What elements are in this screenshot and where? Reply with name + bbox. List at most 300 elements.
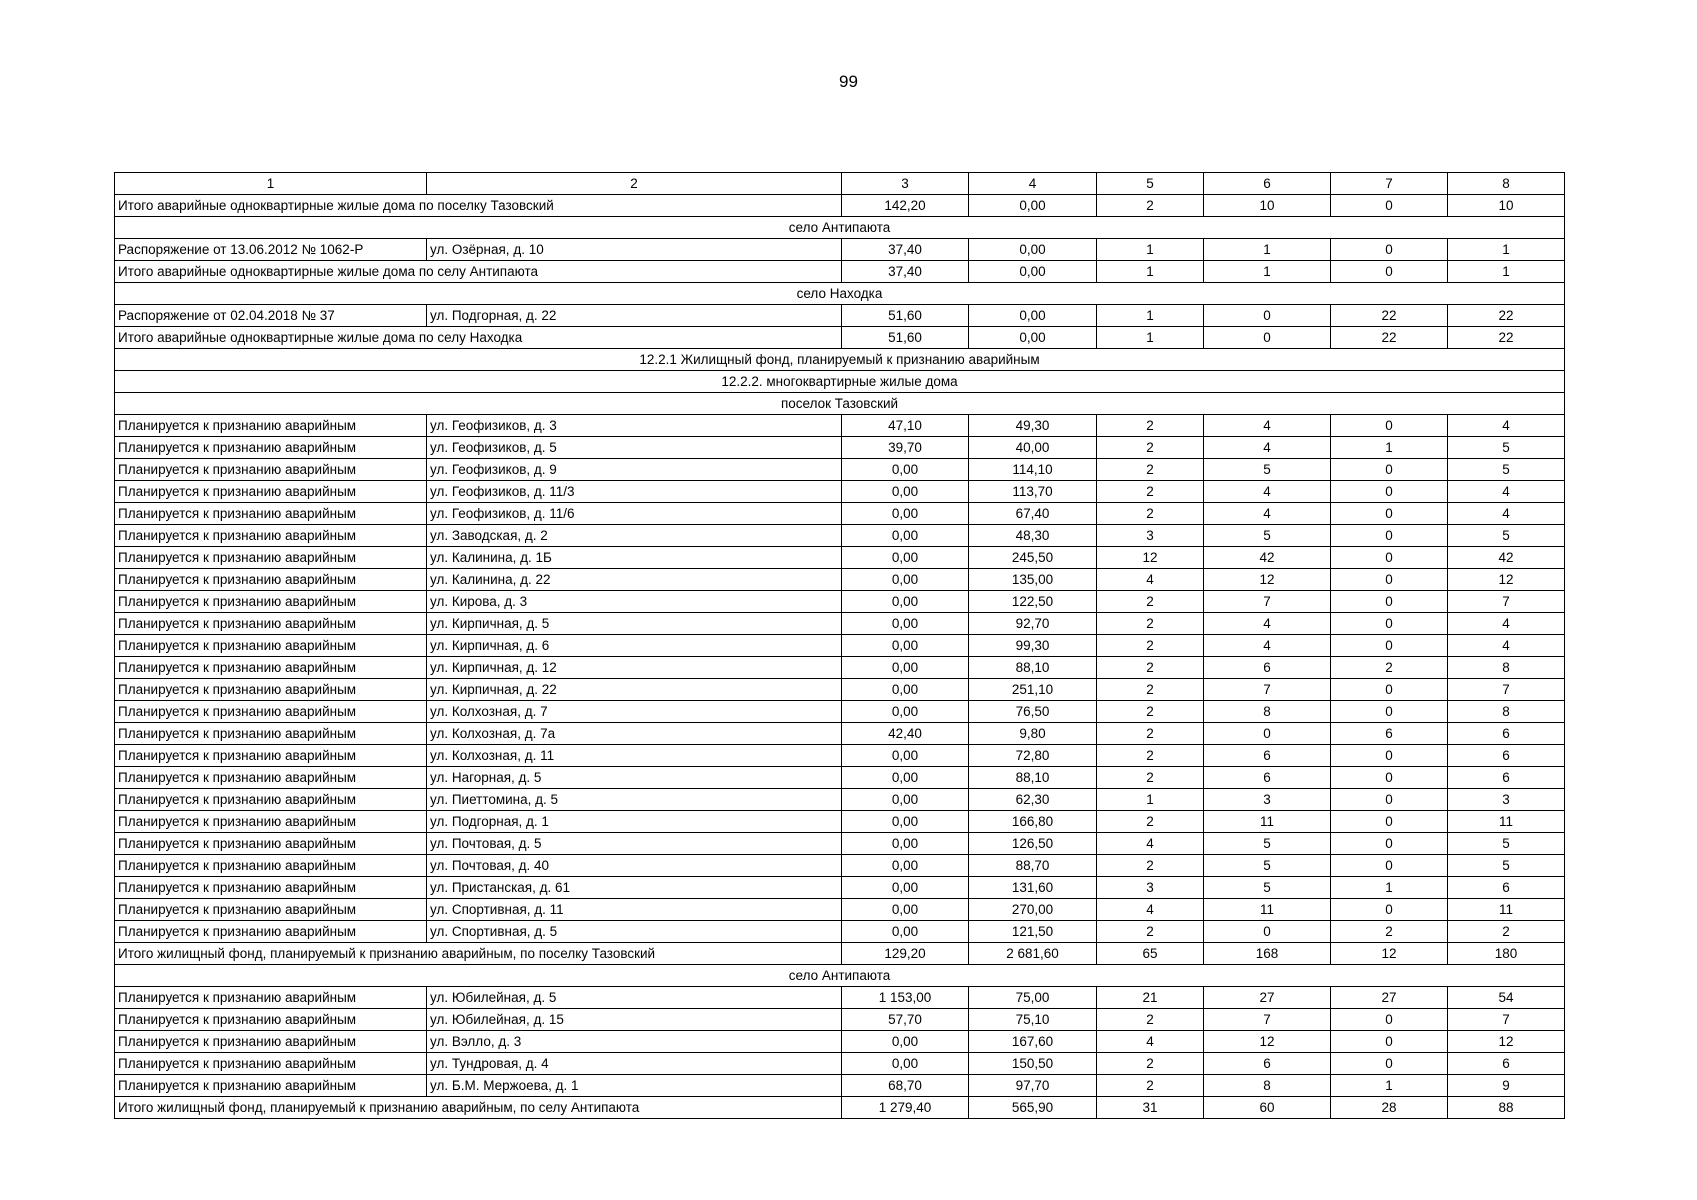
address-cell: ул. Геофизиков, д. 11/3	[427, 481, 842, 503]
value-cell: 68,70	[842, 1075, 969, 1097]
basis-cell: Планируется к признанию аварийным	[115, 569, 427, 591]
value-cell: 4	[1448, 415, 1565, 437]
address-cell: ул. Пристанская, д. 61	[427, 877, 842, 899]
value-cell: 0	[1331, 569, 1448, 591]
value-cell: 4	[1448, 503, 1565, 525]
total-row	[115, 943, 1565, 965]
value-cell: 180	[1448, 943, 1565, 965]
value-cell: 113,70	[969, 481, 1097, 503]
value-cell: 0	[1331, 1031, 1448, 1053]
value-cell: 0,00	[842, 767, 969, 789]
value-cell: 0,00	[842, 877, 969, 899]
basis-cell: Планируется к признанию аварийным	[115, 701, 427, 723]
value-cell: 75,00	[969, 987, 1097, 1009]
value-cell: 0,00	[969, 239, 1097, 261]
value-cell: 0	[1204, 723, 1331, 745]
value-cell: 1 153,00	[842, 987, 969, 1009]
value-cell: 4	[1204, 437, 1331, 459]
total-row	[115, 1097, 1565, 1119]
value-cell: 126,50	[969, 833, 1097, 855]
value-cell: 0	[1331, 613, 1448, 635]
basis-cell: Планируется к признанию аварийным	[115, 1075, 427, 1097]
value-cell: 0	[1204, 327, 1331, 349]
value-cell: 0,00	[842, 503, 969, 525]
value-cell: 0,00	[969, 327, 1097, 349]
basis-cell: Планируется к признанию аварийным	[115, 481, 427, 503]
value-cell: 0,00	[842, 833, 969, 855]
value-cell: 2	[1097, 195, 1204, 217]
section-header: 12.2.1 Жилищный фонд, планируемый к признанию аварийным	[115, 349, 1565, 371]
column-header: 5	[1097, 173, 1204, 195]
value-cell: 0,00	[842, 855, 969, 877]
value-cell: 251,10	[969, 679, 1097, 701]
value-cell: 0	[1331, 195, 1448, 217]
value-cell: 40,00	[969, 437, 1097, 459]
value-cell: 22	[1331, 305, 1448, 327]
value-cell: 0	[1204, 305, 1331, 327]
table-row	[115, 613, 1565, 635]
value-cell: 7	[1448, 679, 1565, 701]
basis-cell: Планируется к признанию аварийным	[115, 547, 427, 569]
value-cell: 5	[1448, 459, 1565, 481]
page-number: 99	[839, 72, 858, 91]
value-cell: 135,00	[969, 569, 1097, 591]
table-row	[115, 899, 1565, 921]
basis-cell: Планируется к признанию аварийным	[115, 657, 427, 679]
value-cell: 5	[1448, 833, 1565, 855]
value-cell: 2	[1097, 1009, 1204, 1031]
address-cell: ул. Пиеттомина, д. 5	[427, 789, 842, 811]
basis-cell: Планируется к признанию аварийным	[115, 525, 427, 547]
value-cell: 1	[1204, 261, 1331, 283]
value-cell: 0	[1331, 591, 1448, 613]
value-cell: 565,90	[969, 1097, 1097, 1119]
value-cell: 150,50	[969, 1053, 1097, 1075]
value-cell: 2 681,60	[969, 943, 1097, 965]
value-cell: 11	[1204, 811, 1331, 833]
value-cell: 166,80	[969, 811, 1097, 833]
total-label: Итого аварийные одноквартирные жилые дома по селу Антипаюта	[115, 261, 842, 283]
value-cell: 57,70	[842, 1009, 969, 1031]
table-row	[115, 789, 1565, 811]
basis-cell: Планируется к признанию аварийным	[115, 1009, 427, 1031]
value-cell: 12	[1204, 1031, 1331, 1053]
address-cell: ул. Геофизиков, д. 11/6	[427, 503, 842, 525]
value-cell: 7	[1204, 591, 1331, 613]
value-cell: 8	[1448, 657, 1565, 679]
value-cell: 121,50	[969, 921, 1097, 943]
value-cell: 2	[1097, 437, 1204, 459]
table-row	[115, 547, 1565, 569]
value-cell: 72,80	[969, 745, 1097, 767]
value-cell: 39,70	[842, 437, 969, 459]
table-row	[115, 239, 1565, 261]
value-cell: 7	[1448, 1009, 1565, 1031]
value-cell: 10	[1204, 195, 1331, 217]
basis-cell: Планируется к признанию аварийным	[115, 921, 427, 943]
table-row	[115, 1009, 1565, 1031]
table-row	[115, 503, 1565, 525]
value-cell: 0	[1331, 503, 1448, 525]
address-cell: ул. Геофизиков, д. 5	[427, 437, 842, 459]
address-cell: ул. Колхозная, д. 7а	[427, 723, 842, 745]
total-label: Итого аварийные одноквартирные жилые дома по селу Находка	[115, 327, 842, 349]
value-cell: 0,00	[842, 811, 969, 833]
value-cell: 88,70	[969, 855, 1097, 877]
address-cell: ул. Кирпичная, д. 6	[427, 635, 842, 657]
column-header: 1	[115, 173, 427, 195]
value-cell: 6	[1204, 1053, 1331, 1075]
value-cell: 0,00	[842, 745, 969, 767]
value-cell: 0,00	[842, 525, 969, 547]
basis-cell: Планируется к признанию аварийным	[115, 723, 427, 745]
value-cell: 0	[1331, 833, 1448, 855]
address-cell: ул. Подгорная, д. 1	[427, 811, 842, 833]
value-cell: 6	[1204, 767, 1331, 789]
value-cell: 88	[1448, 1097, 1565, 1119]
value-cell: 1	[1097, 327, 1204, 349]
column-header: 4	[969, 173, 1097, 195]
basis-cell: Планируется к признанию аварийным	[115, 811, 427, 833]
address-cell: ул. Заводская, д. 2	[427, 525, 842, 547]
value-cell: 6	[1448, 1053, 1565, 1075]
value-cell: 168	[1204, 943, 1331, 965]
table-row	[115, 305, 1565, 327]
value-cell: 88,10	[969, 767, 1097, 789]
basis-cell: Планируется к признанию аварийным	[115, 877, 427, 899]
value-cell: 12	[1448, 1031, 1565, 1053]
table-row	[115, 767, 1565, 789]
value-cell: 0	[1331, 635, 1448, 657]
table-row	[115, 569, 1565, 591]
value-cell: 0	[1331, 481, 1448, 503]
value-cell: 1 279,40	[842, 1097, 969, 1119]
value-cell: 12	[1097, 547, 1204, 569]
value-cell: 0,00	[842, 657, 969, 679]
value-cell: 0	[1331, 415, 1448, 437]
section-header-row	[115, 217, 1565, 239]
value-cell: 1	[1097, 305, 1204, 327]
value-cell: 270,00	[969, 899, 1097, 921]
value-cell: 0,00	[969, 305, 1097, 327]
value-cell: 3	[1097, 877, 1204, 899]
value-cell: 4	[1204, 635, 1331, 657]
value-cell: 4	[1204, 415, 1331, 437]
value-cell: 6	[1204, 657, 1331, 679]
address-cell: ул. Юбилейная, д. 5	[427, 987, 842, 1009]
value-cell: 22	[1331, 327, 1448, 349]
value-cell: 4	[1448, 613, 1565, 635]
address-cell: ул. Геофизиков, д. 3	[427, 415, 842, 437]
table-row	[115, 811, 1565, 833]
value-cell: 0,00	[842, 635, 969, 657]
basis-cell: Планируется к признанию аварийным	[115, 1053, 427, 1075]
basis-cell: Планируется к признанию аварийным	[115, 591, 427, 613]
value-cell: 0,00	[842, 921, 969, 943]
value-cell: 9	[1448, 1075, 1565, 1097]
value-cell: 11	[1204, 899, 1331, 921]
value-cell: 62,30	[969, 789, 1097, 811]
value-cell: 6	[1448, 745, 1565, 767]
table-body	[115, 173, 1565, 1119]
basis-cell: Распоряжение от 13.06.2012 № 1062-Р	[115, 239, 427, 261]
value-cell: 22	[1448, 305, 1565, 327]
table-row	[115, 987, 1565, 1009]
value-cell: 11	[1448, 899, 1565, 921]
value-cell: 5	[1448, 525, 1565, 547]
value-cell: 49,30	[969, 415, 1097, 437]
value-cell: 1	[1097, 789, 1204, 811]
value-cell: 12	[1204, 569, 1331, 591]
column-number-row	[115, 173, 1565, 195]
value-cell: 2	[1097, 723, 1204, 745]
table-row	[115, 437, 1565, 459]
table-row	[115, 525, 1565, 547]
value-cell: 60	[1204, 1097, 1331, 1119]
table-row	[115, 1053, 1565, 1075]
value-cell: 88,10	[969, 657, 1097, 679]
value-cell: 2	[1097, 657, 1204, 679]
section-header: поселок Тазовский	[115, 393, 1565, 415]
table-row	[115, 723, 1565, 745]
basis-cell: Планируется к признанию аварийным	[115, 679, 427, 701]
basis-cell: Планируется к признанию аварийным	[115, 833, 427, 855]
table-row	[115, 635, 1565, 657]
value-cell: 5	[1204, 877, 1331, 899]
value-cell: 5	[1204, 833, 1331, 855]
value-cell: 92,70	[969, 613, 1097, 635]
value-cell: 6	[1204, 745, 1331, 767]
value-cell: 7	[1204, 679, 1331, 701]
address-cell: ул. Подгорная, д. 22	[427, 305, 842, 327]
basis-cell: Планируется к признанию аварийным	[115, 987, 427, 1009]
address-cell: ул. Калинина, д. 22	[427, 569, 842, 591]
address-cell: ул. Геофизиков, д. 9	[427, 459, 842, 481]
value-cell: 37,40	[842, 239, 969, 261]
value-cell: 8	[1204, 1075, 1331, 1097]
value-cell: 21	[1097, 987, 1204, 1009]
value-cell: 51,60	[842, 305, 969, 327]
address-cell: ул. Вэлло, д. 3	[427, 1031, 842, 1053]
value-cell: 0	[1331, 855, 1448, 877]
total-row	[115, 195, 1565, 217]
value-cell: 2	[1097, 415, 1204, 437]
value-cell: 0,00	[969, 261, 1097, 283]
value-cell: 5	[1204, 525, 1331, 547]
value-cell: 0	[1331, 459, 1448, 481]
value-cell: 129,20	[842, 943, 969, 965]
value-cell: 6	[1448, 723, 1565, 745]
basis-cell: Планируется к признанию аварийным	[115, 789, 427, 811]
value-cell: 2	[1097, 921, 1204, 943]
value-cell: 6	[1448, 767, 1565, 789]
value-cell: 4	[1097, 833, 1204, 855]
section-header: 12.2.2. многоквартирные жилые дома	[115, 371, 1565, 393]
value-cell: 1	[1331, 877, 1448, 899]
value-cell: 2	[1097, 767, 1204, 789]
basis-cell: Планируется к признанию аварийным	[115, 415, 427, 437]
value-cell: 1	[1204, 239, 1331, 261]
basis-cell: Планируется к признанию аварийным	[115, 613, 427, 635]
value-cell: 4	[1097, 569, 1204, 591]
value-cell: 167,60	[969, 1031, 1097, 1053]
section-header-row	[115, 283, 1565, 305]
value-cell: 0	[1331, 239, 1448, 261]
address-cell: ул. Калинина, д. 1Б	[427, 547, 842, 569]
value-cell: 99,30	[969, 635, 1097, 657]
value-cell: 5	[1204, 855, 1331, 877]
address-cell: ул. Спортивная, д. 5	[427, 921, 842, 943]
address-cell: ул. Спортивная, д. 11	[427, 899, 842, 921]
basis-cell: Планируется к признанию аварийным	[115, 745, 427, 767]
value-cell: 5	[1448, 437, 1565, 459]
value-cell: 131,60	[969, 877, 1097, 899]
value-cell: 4	[1448, 481, 1565, 503]
value-cell: 6	[1448, 877, 1565, 899]
value-cell: 2	[1097, 635, 1204, 657]
value-cell: 0,00	[842, 547, 969, 569]
value-cell: 0,00	[842, 481, 969, 503]
table-row	[115, 657, 1565, 679]
address-cell: ул. Почтовая, д. 5	[427, 833, 842, 855]
value-cell: 28	[1331, 1097, 1448, 1119]
section-header-row	[115, 393, 1565, 415]
value-cell: 4	[1204, 613, 1331, 635]
total-label: Итого жилищный фонд, планируемый к признанию аварийным, по поселку Тазовский	[115, 943, 842, 965]
column-header: 6	[1204, 173, 1331, 195]
address-cell: ул. Почтовая, д. 40	[427, 855, 842, 877]
basis-cell: Планируется к признанию аварийным	[115, 503, 427, 525]
table-row	[115, 459, 1565, 481]
column-header: 7	[1331, 173, 1448, 195]
section-header: село Антипаюта	[115, 217, 1565, 239]
basis-cell: Распоряжение от 02.04.2018 № 37	[115, 305, 427, 327]
address-cell: ул. Нагорная, д. 5	[427, 767, 842, 789]
value-cell: 48,30	[969, 525, 1097, 547]
value-cell: 2	[1097, 701, 1204, 723]
total-row	[115, 327, 1565, 349]
value-cell: 9,80	[969, 723, 1097, 745]
value-cell: 1	[1331, 1075, 1448, 1097]
value-cell: 2	[1097, 613, 1204, 635]
basis-cell: Планируется к признанию аварийным	[115, 899, 427, 921]
value-cell: 2	[1097, 679, 1204, 701]
address-cell: ул. Кирпичная, д. 12	[427, 657, 842, 679]
value-cell: 2	[1097, 459, 1204, 481]
value-cell: 0	[1331, 261, 1448, 283]
value-cell: 0	[1331, 679, 1448, 701]
value-cell: 245,50	[969, 547, 1097, 569]
table-row	[115, 679, 1565, 701]
value-cell: 51,60	[842, 327, 969, 349]
table-row	[115, 745, 1565, 767]
value-cell: 0,00	[842, 459, 969, 481]
value-cell: 4	[1097, 899, 1204, 921]
section-header-row	[115, 965, 1565, 987]
table-row	[115, 1075, 1565, 1097]
value-cell: 2	[1331, 657, 1448, 679]
value-cell: 65	[1097, 943, 1204, 965]
address-cell: ул. Колхозная, д. 7	[427, 701, 842, 723]
value-cell: 2	[1331, 921, 1448, 943]
value-cell: 0	[1331, 1009, 1448, 1031]
value-cell: 67,40	[969, 503, 1097, 525]
value-cell: 0	[1331, 525, 1448, 547]
basis-cell: Планируется к признанию аварийным	[115, 855, 427, 877]
value-cell: 12	[1448, 569, 1565, 591]
value-cell: 31	[1097, 1097, 1204, 1119]
total-label: Итого жилищный фонд, планируемый к признанию аварийным, по селу Антипаюта	[115, 1097, 842, 1119]
table-row	[115, 415, 1565, 437]
value-cell: 0	[1204, 921, 1331, 943]
table-row	[115, 855, 1565, 877]
address-cell: ул. Тундровая, д. 4	[427, 1053, 842, 1075]
value-cell: 2	[1097, 503, 1204, 525]
value-cell: 42	[1204, 547, 1331, 569]
value-cell: 1	[1448, 239, 1565, 261]
value-cell: 0	[1331, 701, 1448, 723]
section-header: село Находка	[115, 283, 1565, 305]
basis-cell: Планируется к признанию аварийным	[115, 767, 427, 789]
housing-table	[114, 172, 1565, 1119]
value-cell: 3	[1204, 789, 1331, 811]
value-cell: 0,00	[842, 613, 969, 635]
table-row	[115, 481, 1565, 503]
section-header-row	[115, 349, 1565, 371]
value-cell: 0	[1331, 1053, 1448, 1075]
value-cell: 22	[1448, 327, 1565, 349]
value-cell: 0,00	[969, 195, 1097, 217]
total-row	[115, 261, 1565, 283]
value-cell: 2	[1097, 481, 1204, 503]
value-cell: 7	[1204, 1009, 1331, 1031]
value-cell: 0,00	[842, 679, 969, 701]
value-cell: 2	[1097, 811, 1204, 833]
value-cell: 0,00	[842, 1031, 969, 1053]
value-cell: 0	[1331, 899, 1448, 921]
address-cell: ул. Кирпичная, д. 5	[427, 613, 842, 635]
value-cell: 0,00	[842, 569, 969, 591]
table-row	[115, 591, 1565, 613]
table-row	[115, 833, 1565, 855]
value-cell: 2	[1097, 855, 1204, 877]
value-cell: 5	[1204, 459, 1331, 481]
address-cell: ул. Б.М. Мержоева, д. 1	[427, 1075, 842, 1097]
value-cell: 8	[1204, 701, 1331, 723]
value-cell: 1	[1448, 261, 1565, 283]
value-cell: 75,10	[969, 1009, 1097, 1031]
value-cell: 4	[1204, 481, 1331, 503]
value-cell: 76,50	[969, 701, 1097, 723]
basis-cell: Планируется к признанию аварийным	[115, 635, 427, 657]
value-cell: 5	[1448, 855, 1565, 877]
value-cell: 4	[1448, 635, 1565, 657]
value-cell: 0,00	[842, 1053, 969, 1075]
address-cell: ул. Юбилейная, д. 15	[427, 1009, 842, 1031]
table-row	[115, 921, 1565, 943]
value-cell: 0,00	[842, 899, 969, 921]
address-cell: ул. Колхозная, д. 11	[427, 745, 842, 767]
value-cell: 0	[1331, 745, 1448, 767]
value-cell: 0	[1331, 811, 1448, 833]
value-cell: 1	[1097, 239, 1204, 261]
column-header: 2	[427, 173, 842, 195]
value-cell: 7	[1448, 591, 1565, 613]
table-row	[115, 877, 1565, 899]
value-cell: 4	[1097, 1031, 1204, 1053]
value-cell: 97,70	[969, 1075, 1097, 1097]
value-cell: 3	[1097, 525, 1204, 547]
